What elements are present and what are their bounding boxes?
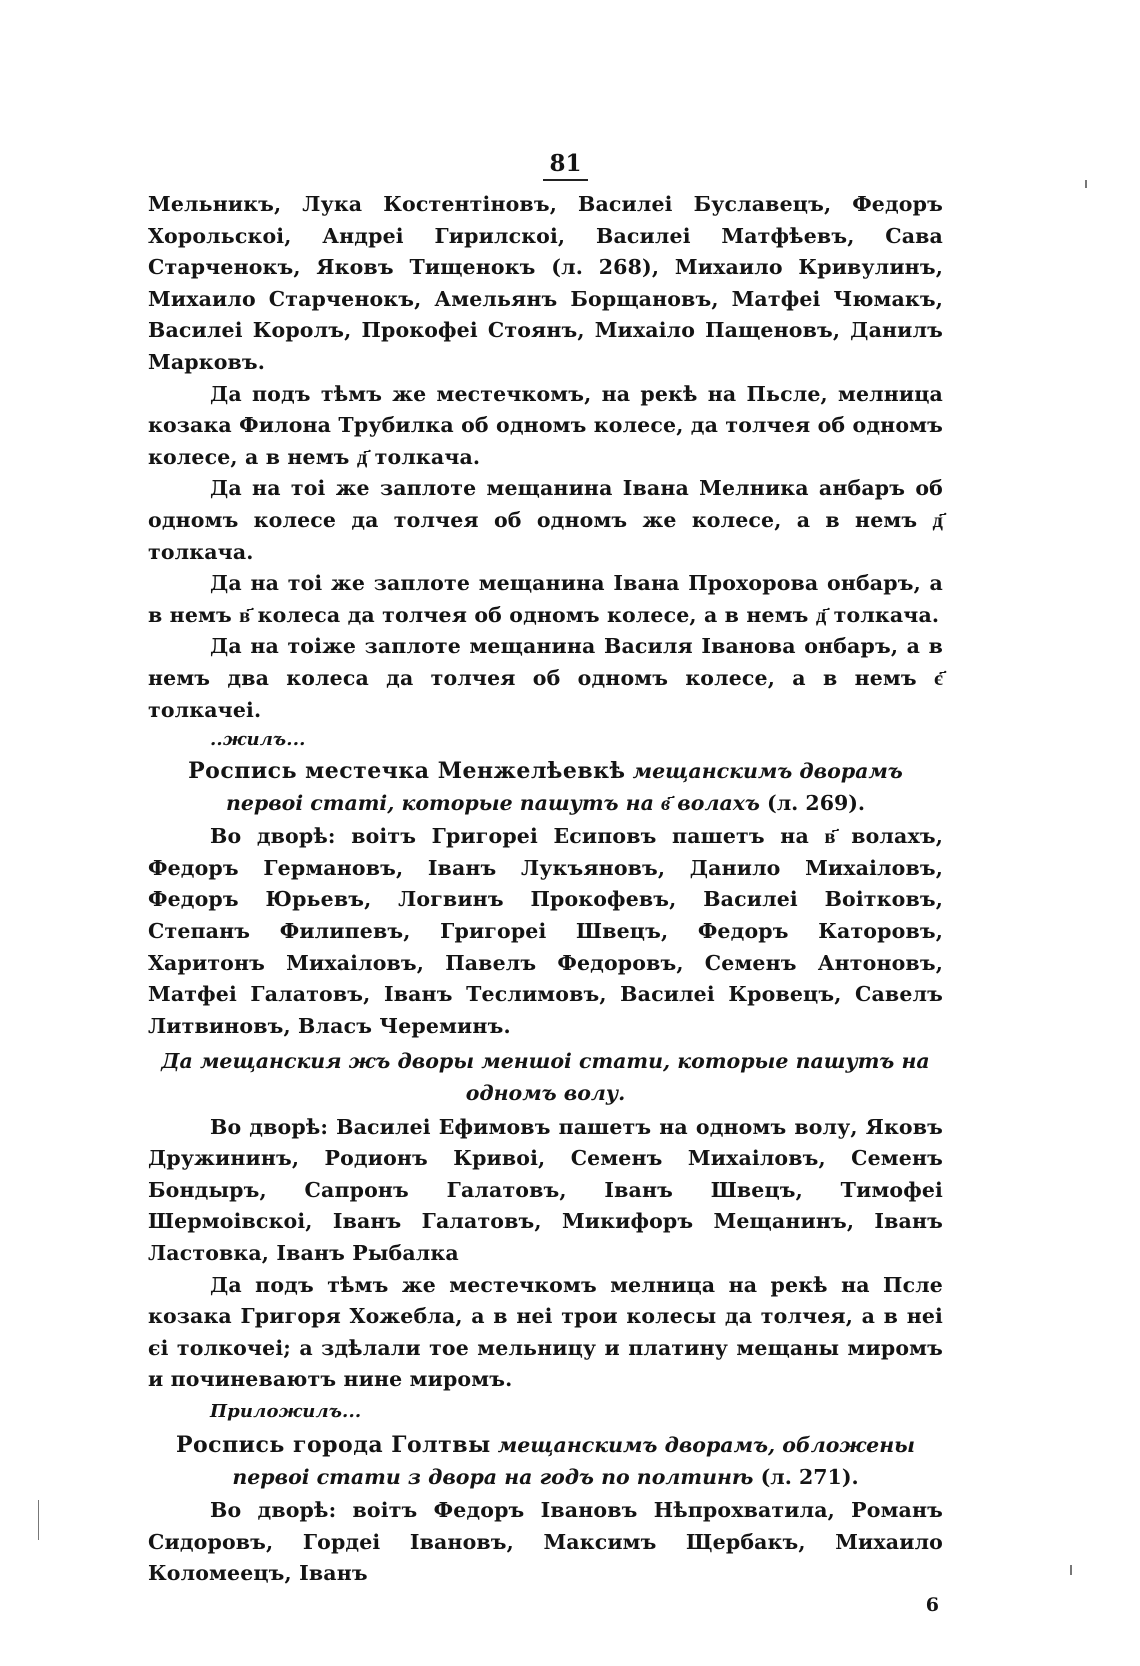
- paragraph-mill-grigoriy: Да подъ тѣмъ же местечкомъ мелница на рекѣ на Псле козака Григоря Хожебла, а в неі трои колесы да толчея, а в неі єі толкочеі; а здѣлали тое мельницу и платину мещаны миромъ и починеваютъ нине миромъ.: [148, 1272, 943, 1392]
- heading-italic-text: мещанскимъ дворамъ первоі статі, которые пашутъ на в҃ волахъ: [225, 759, 903, 815]
- section-heading-goltva: [148, 1430, 943, 1493]
- paragraph-ivan-melnik: Да на тоі же заплоте мещанина Івана Мелника анбаръ об одномъ колесе да толчея об одномъ же колесе, а в немъ д҃ толкача.: [148, 476, 943, 564]
- heading-reference: (л. 269).: [767, 790, 866, 815]
- heading-main-text: Роспись местечка Менжелѣевкѣ: [188, 758, 626, 785]
- paragraph-names-list: Мельникъ, Лука Костентіновъ, Василеі Буславецъ, Федоръ Хорольскоі, Андреі Гирилскоі, Василеі Матфѣевъ, Сава Старченокъ, Яковъ Тищенокъ (л. 268), Михаило Кривулинъ, Михаило Старченокъ, Амельянъ Борщановъ, Матфеі Чюмакъ, Василеі Королъ, Прокофеі Стоянъ, Михаіло Пащеновъ, Данилъ Марковъ.: [148, 192, 943, 374]
- heading-italic-text: мещанскимъ дворамъ, обложены первоі стати з двора на годъ по полтинѣ: [232, 1432, 916, 1489]
- paragraph-vasil-ivanov: Да на тоіже заплоте мещанина Василя Іванова онбаръ, а в немъ два колеса да толчея об одномъ колесе, а в немъ є҃ толкачеі.: [148, 634, 943, 722]
- note-prilozhil: Приложилъ...: [210, 1400, 362, 1422]
- document-page: [148, 150, 943, 1620]
- heading-main-text: Роспись города Голтвы: [175, 1431, 491, 1458]
- margin-mark-right: [1085, 180, 1087, 188]
- paragraph-ivan-prokhorov: Да на тоі же заплоте мещанина Івана Прохорова онбаръ, а в немъ в҃ колеса да толчея об одномъ колесе, а в немъ д҃ толкача.: [148, 571, 943, 627]
- paragraph-lesser-stat-households: Во дворѣ: Василеі Ефимовъ пашетъ на одномъ волу, Яковъ Дружининъ, Родионъ Кривоі, Семенъ Михаіловъ, Семенъ Бондыръ, Сапронъ Галатовъ, Іванъ Швецъ, Тимофеі Шермоівскоі, Іванъ Галатовъ, Микифоръ Мещанинъ, Іванъ Ластовка, Іванъ Рыбалка: [148, 1114, 943, 1265]
- subheading-lesser-stat: Да мещанския жъ дворы меншоі стати, которые пашутъ на одномъ волу.: [161, 1049, 930, 1106]
- section-heading-menzheleevka: [148, 756, 943, 819]
- note-zhil: ..жилъ...: [210, 729, 306, 751]
- paragraph-goltva-households: Во дворѣ: воітъ Федоръ Івановъ Нѣпрохватила, Романъ Сидоровъ, Гордеі Івановъ, Максимъ Щербакъ, Михаило Коломеецъ, Іванъ: [148, 1498, 943, 1586]
- paragraph-first-stat-households: Во дворѣ: воітъ Григореі Есиповъ пашетъ на в҃ волахъ, Федоръ Гермaновъ, Іванъ Лукъяновъ, Данило Михаіловъ, Федоръ Юрьевъ, Логвинъ Прокофевъ, Василеі Воітковъ, Степанъ Филипевъ, Григореі Швецъ, Федоръ Каторовъ, Харитонъ Михаіловъ, Павелъ Федоровъ, Семенъ Антоновъ, Матфеі Галатовъ, Іванъ Теслимовъ, Василеі Кровецъ, Савелъ Литвиновъ, Власъ Череминъ.: [148, 824, 943, 1038]
- margin-mark-bottom-right: [1070, 1565, 1072, 1575]
- page-number: [148, 150, 943, 181]
- paragraph-mill-filon: Да подъ тѣмъ же местечкомъ, на рекѣ на Пьсле, мелница козака Филона Трубилка об одномъ колесе, да толчея об одномъ колесе, а в немъ д҃ толкача.: [148, 381, 943, 469]
- heading-reference: (л. 271).: [760, 1464, 859, 1489]
- page-number-text: 81: [543, 150, 587, 181]
- margin-mark-left: [38, 1500, 39, 1540]
- signature-mark: 6: [925, 1593, 939, 1616]
